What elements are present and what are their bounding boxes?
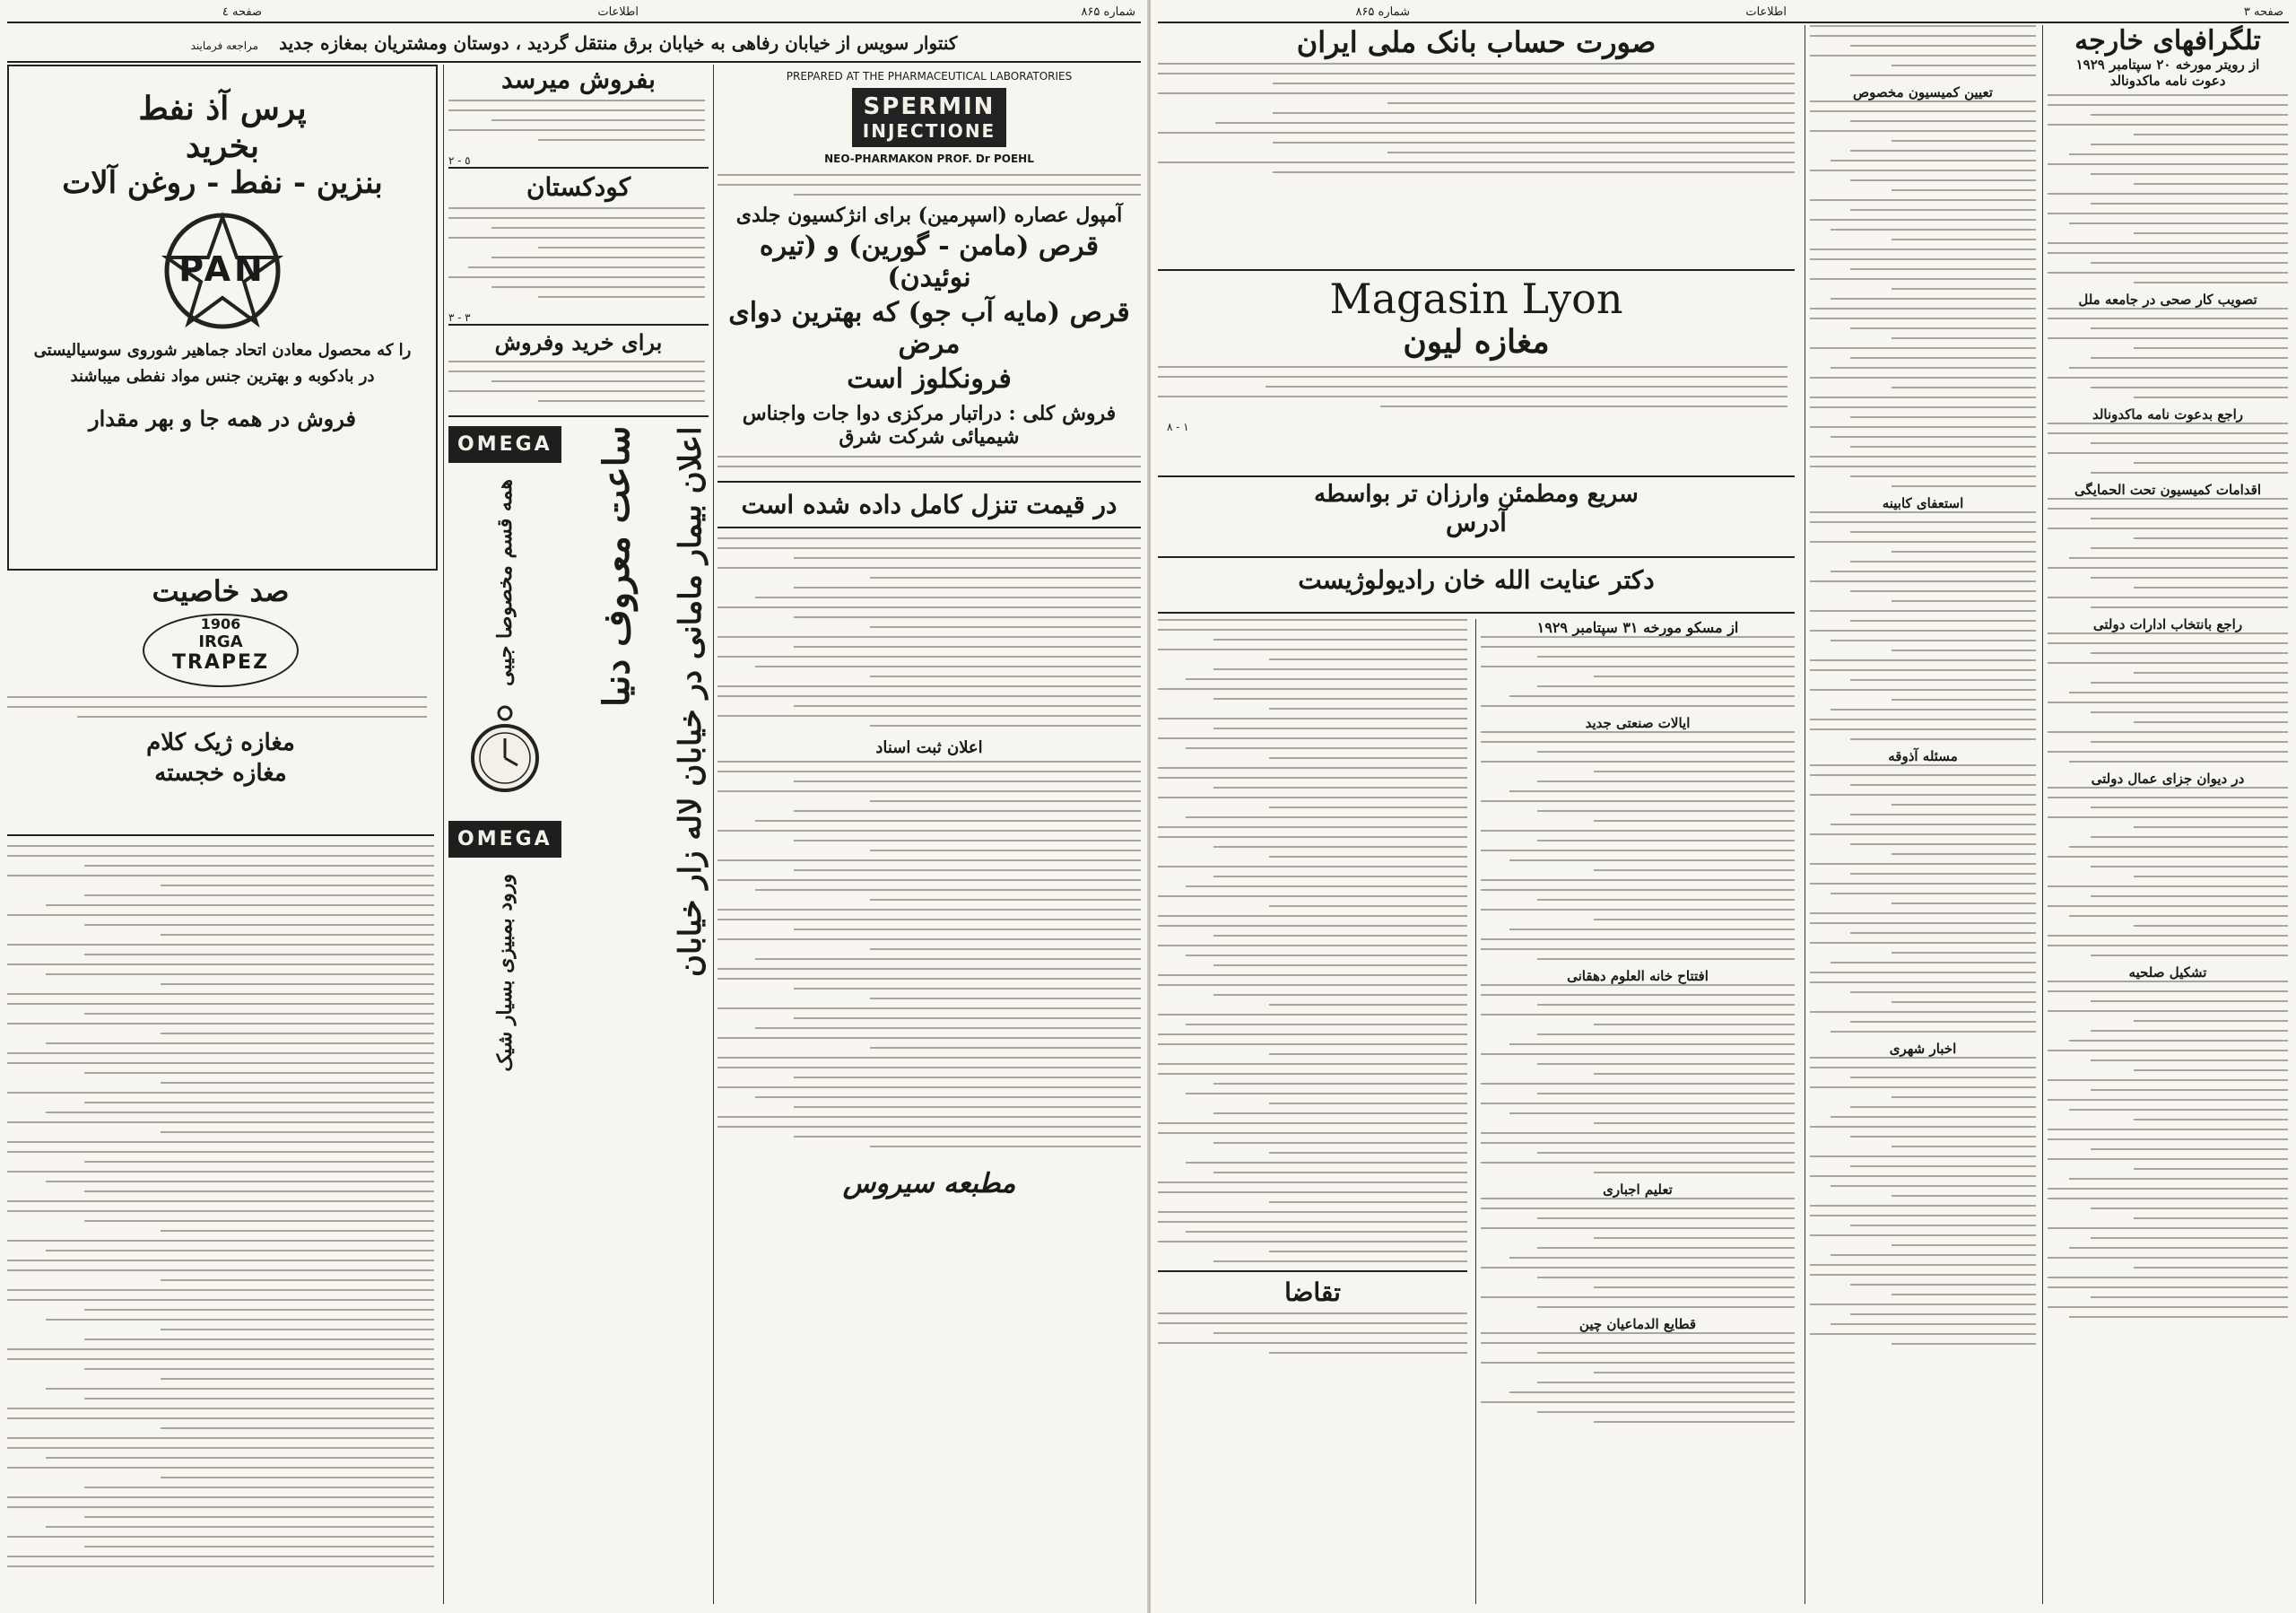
kudakestan-title: کودکستان xyxy=(526,172,631,202)
mid-section-food: مسئله آذوقه xyxy=(1888,748,1958,764)
pan-line-3: بنزین - نفط - روغن آلات xyxy=(62,165,383,201)
transport-ad xyxy=(1158,475,1795,558)
omega-logo-stack xyxy=(448,426,561,1341)
left-news-column xyxy=(1158,619,1467,1604)
doctor-title: دکتر عنایت الله خان رادیولوژیست xyxy=(1298,565,1655,595)
pan-line-6: فروش در همه جا و بهر مقدار xyxy=(89,405,356,432)
right-page-number: صفحه ٣ xyxy=(2243,5,2283,19)
pan-line-5: در بادکوبه و بهترین جنس مواد نفطی میباشند xyxy=(70,367,375,386)
right-paper-name: اطلاعات xyxy=(1745,5,1787,19)
left-top-banner xyxy=(7,25,1141,63)
moscow-section-china: قطایع الدماعیان چین xyxy=(1578,1316,1697,1332)
pan-line-4: را که محصول معادن اتحاد جماهیر شوروی سوسیالیستی xyxy=(33,341,412,360)
pan-logo-text: PAN xyxy=(178,249,266,289)
telegraph-section-health: تصویب کار صحی در جامعه ملل xyxy=(2078,292,2257,308)
magasin-lyon-persian: مغازه لیون xyxy=(1403,323,1550,361)
irga-trapez-logo: 1906 IRGA TRAPEZ xyxy=(143,614,299,687)
furush-ad-number: ٥ - ٢ xyxy=(448,154,471,167)
telegraph-sub-1: از رویتر مورخه ٢٠ سپتامبر ۱۹۲۹ xyxy=(2075,57,2260,73)
mid-section-city-news: اخبار شهری xyxy=(1889,1041,1957,1057)
sad-khasiyat-title: صد خاصیت xyxy=(152,574,290,608)
telegraph-section-offices: راجع بانتخاب ادارات دولتی xyxy=(2092,616,2243,632)
omega-line-3: ورود بمبیزی بسیار شیک xyxy=(492,873,517,1072)
banner-side-note: مراجعه فرمایند xyxy=(190,39,259,52)
taqaza-title: تقاضا xyxy=(1158,1270,1467,1312)
telegraph-column xyxy=(2048,25,2288,1604)
left-paper-name: اطلاعات xyxy=(597,5,639,19)
omega-headline: ساعت معروف دنیا xyxy=(596,426,639,708)
notice-text-block-1 xyxy=(718,528,1141,727)
right-newspaper-page xyxy=(1151,0,2296,1613)
telegraph-section-peace: تشکیل صلحیه xyxy=(2128,964,2207,981)
transport-address: آدرس xyxy=(1446,508,1507,537)
omega-logo-2: OMEGA xyxy=(448,821,561,858)
notice-title: اعلان ثبت اسناد xyxy=(875,738,983,757)
right-issue-number: شماره ۸۶۵ xyxy=(1355,5,1410,19)
moscow-section-industry: ایالات صنعتی جدید xyxy=(1585,715,1691,731)
spermin-ad xyxy=(718,65,1141,481)
right-page-header xyxy=(1158,4,2289,23)
spermin-top-line: PREPARED AT THE PHARMACEUTICAL LABORATORIES xyxy=(786,70,1073,83)
registry-notices-column xyxy=(7,834,434,1613)
banner-text: کنتوار سویس از خیابان رفاهی به خیابان برق منتقل گردید ، دوستان ومشتریان بمغازه جدید xyxy=(279,32,958,54)
spermin-logo: SPERMIN INJECTIONE xyxy=(852,88,1006,147)
left-issue-number: صفحه ٤ xyxy=(222,5,262,19)
printer-signature: مطبعه سیروس xyxy=(842,1168,1016,1199)
spermin-line-5: فروش کلی : دراتبار مرکزی دوا جات واجناس شیمیائی شرکت شرق xyxy=(742,402,1117,449)
telegraph-section-court: در دیوان جزای عمال دولتی xyxy=(2091,771,2245,787)
magasin-ad-number: ١ - ٨ xyxy=(1167,421,1189,433)
vertical-ads-area xyxy=(448,417,709,1341)
center-ads-column xyxy=(448,65,709,1604)
spermin-line-3: قرص (مایه آب جو) که بهترین دوای مرض xyxy=(728,297,1130,360)
telegraph-title: تلگرافهای خارجه xyxy=(2074,25,2261,57)
vertical-ad-text: اعلان بیمار مامانی در خیابان لاله زار خیابان xyxy=(673,426,709,977)
moscow-section-education: تعلیم اجباری xyxy=(1603,1181,1673,1198)
tanzil-headline: در قیمت تنزل کامل داده شده است xyxy=(741,490,1118,519)
spermin-maker: NEO-PHARMAKON PROF. Dr POEHL xyxy=(824,153,1034,165)
kharid-title: برای خرید وفروش xyxy=(494,329,663,355)
spermin-column xyxy=(718,65,1141,1604)
bank-title: صورت حساب بانک ملی ایران xyxy=(1296,25,1657,59)
mid-section-cabinet: استعفای کابینه xyxy=(1882,495,1964,511)
omega-line-2: همه قسم مخصوصا جیبی xyxy=(492,479,517,686)
kudakestan-ad-number: ٣ - ٣ xyxy=(448,311,471,324)
spermin-line-1: آمپول عصاره (اسپرمین) برای انژکسیون جلدی xyxy=(735,204,1123,227)
transport-title: سریع ومطمئن وارزان تر بواسطه xyxy=(1314,481,1639,508)
magasin-lyon-ad xyxy=(1158,269,1795,477)
mid-section-commission: تعیین کمیسیون مخصوص xyxy=(1853,84,1993,100)
omega-logo-1: OMEGA xyxy=(448,426,561,463)
magasin-lyon-latin: Magasin Lyon xyxy=(1329,275,1623,323)
moscow-news-column xyxy=(1481,619,1795,1604)
telegraph-sub-2: دعوت نامه ماکدونالد xyxy=(2109,73,2226,89)
telegraph-section-mandate: اقدامات کمیسیون تحت الحمایگی xyxy=(2074,482,2261,498)
left-page-header xyxy=(7,4,1141,23)
middle-news-column xyxy=(1810,25,2036,1604)
pan-star-logo xyxy=(160,208,285,334)
pan-line-2: بخرید xyxy=(185,127,260,165)
spermin-line-2: قرص (مامن - گورین) و (تیره نوئیدن) xyxy=(759,231,1100,293)
pan-line-1: پرس آذ نفط xyxy=(138,90,307,127)
pan-oil-ad xyxy=(7,65,438,571)
shop-1-name: مغازه ژیک کلام xyxy=(146,729,295,756)
furush-title: بفروش میرسد xyxy=(501,65,656,94)
moscow-section-science: افتتاح خانه العلوم دهقانی xyxy=(1567,968,1709,984)
doctor-ad xyxy=(1158,556,1795,614)
moscow-title: از مسکو مورخه ٣١ سپتامبر ۱۹۲۹ xyxy=(1536,619,1739,636)
sad-khasiyat-ad xyxy=(7,574,434,825)
left-page-number: شماره ۸۶۵ xyxy=(1081,5,1135,19)
shop-2-name: مغازه خجسته xyxy=(154,760,287,787)
telegraph-section-macdonald: راجع بدعوت نامه ماکدونالد xyxy=(2092,406,2244,423)
spermin-line-4: فرونکلوز است xyxy=(847,363,1012,395)
notice-text-block-2 xyxy=(718,761,1141,1147)
pocket-watch-illustration xyxy=(469,702,541,805)
